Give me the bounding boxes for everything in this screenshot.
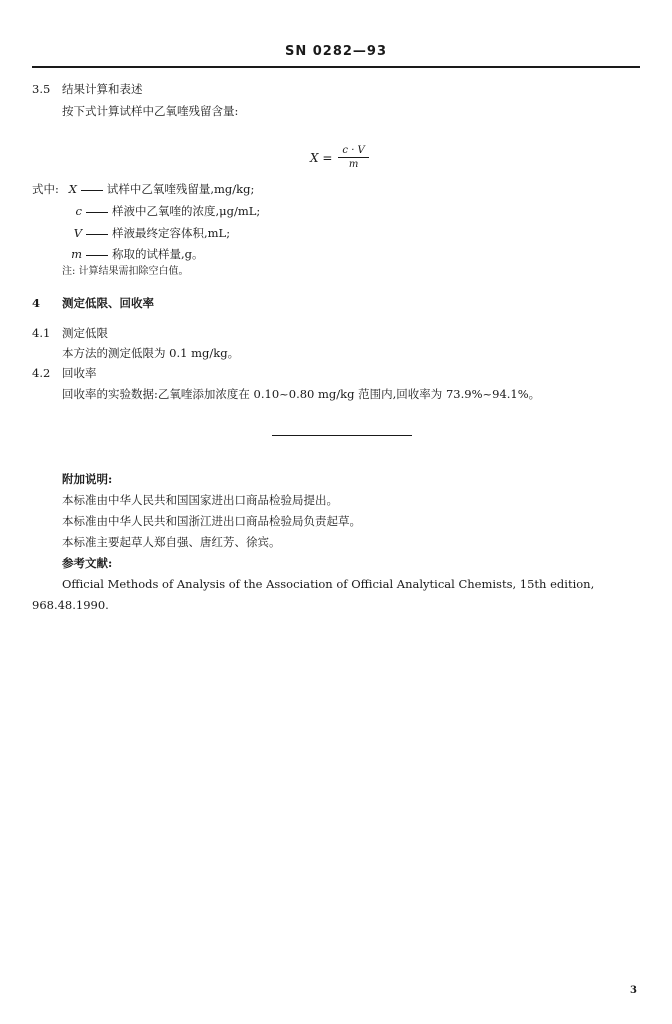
section-4-heading [32, 296, 154, 310]
end-rule [272, 435, 412, 436]
symbol: V [73, 226, 82, 240]
page-number: 3 [630, 985, 637, 996]
definition-dash [86, 212, 108, 213]
definition-row [60, 247, 204, 261]
definition-dash [86, 234, 108, 235]
section-3-5-heading [32, 82, 143, 96]
formula-lhs: X = [310, 150, 333, 165]
symbol: c [75, 204, 82, 218]
appendix-line: 本标准主要起草人郑自强、唐红芳、徐宾。 [62, 535, 281, 549]
appendix-line: 本标准由中华人民共和国国家进出口商品检验局提出。 [62, 493, 338, 507]
calculation-note: 注: 计算结果需扣除空白值。 [62, 266, 189, 277]
definition-text: 样液中乙氧喹的浓度,μg/mL; [112, 204, 261, 218]
section-title: 回收率 [62, 366, 97, 380]
formula [310, 145, 369, 170]
references-heading: 参考文献: [62, 556, 113, 570]
formula-numerator: c · V [338, 145, 368, 158]
section-title: 测定低限 [62, 326, 108, 340]
definition-row [32, 182, 254, 196]
header-rule [32, 66, 640, 68]
standard-code: SN 0282—93 [284, 44, 388, 59]
definition-row [60, 226, 230, 240]
section-number: 3.5 [32, 82, 51, 96]
definition-text: 试样中乙氧喹残留量,mg/kg; [106, 182, 255, 196]
section-title: 测定低限、回收率 [62, 296, 154, 310]
definition-dash [81, 190, 103, 191]
section-4-1-heading [32, 326, 108, 340]
formula-intro: 按下式计算试样中乙氧喹残留含量: [62, 104, 239, 118]
definition-text: 称取的试样量,g。 [112, 247, 204, 261]
definition-text: 样液最终定容体积,mL; [112, 226, 231, 240]
section-number: 4 [32, 296, 41, 310]
symbol: m [71, 247, 82, 261]
section-4-2-heading [32, 366, 97, 380]
definition-row [60, 204, 260, 218]
definition-dash [86, 255, 108, 256]
section-title: 结果计算和表述 [62, 82, 143, 96]
appendix-line: 本标准由中华人民共和国浙江进出口商品检验局负责起草。 [62, 514, 361, 528]
section-number: 4.2 [32, 366, 51, 380]
symbol: X [68, 182, 77, 196]
appendix-heading: 附加说明: [62, 472, 113, 486]
where-prefix: 式中: [32, 182, 59, 196]
reference-line: 968.48.1990. [32, 598, 109, 612]
section-4-1-text: 本方法的测定低限为 0.1 mg/kg。 [62, 346, 240, 360]
formula-fraction [338, 145, 368, 170]
section-number: 4.1 [32, 326, 51, 340]
reference-line: Official Methods of Analysis of the Association of Official Analytical Chemists, 15th edition, [62, 577, 595, 591]
formula-denominator: m [348, 159, 359, 170]
section-4-2-text: 回收率的实验数据:乙氧喹添加浓度在 0.10~0.80 mg/kg 范围内,回收率为 73.9%~94.1%。 [62, 387, 541, 401]
